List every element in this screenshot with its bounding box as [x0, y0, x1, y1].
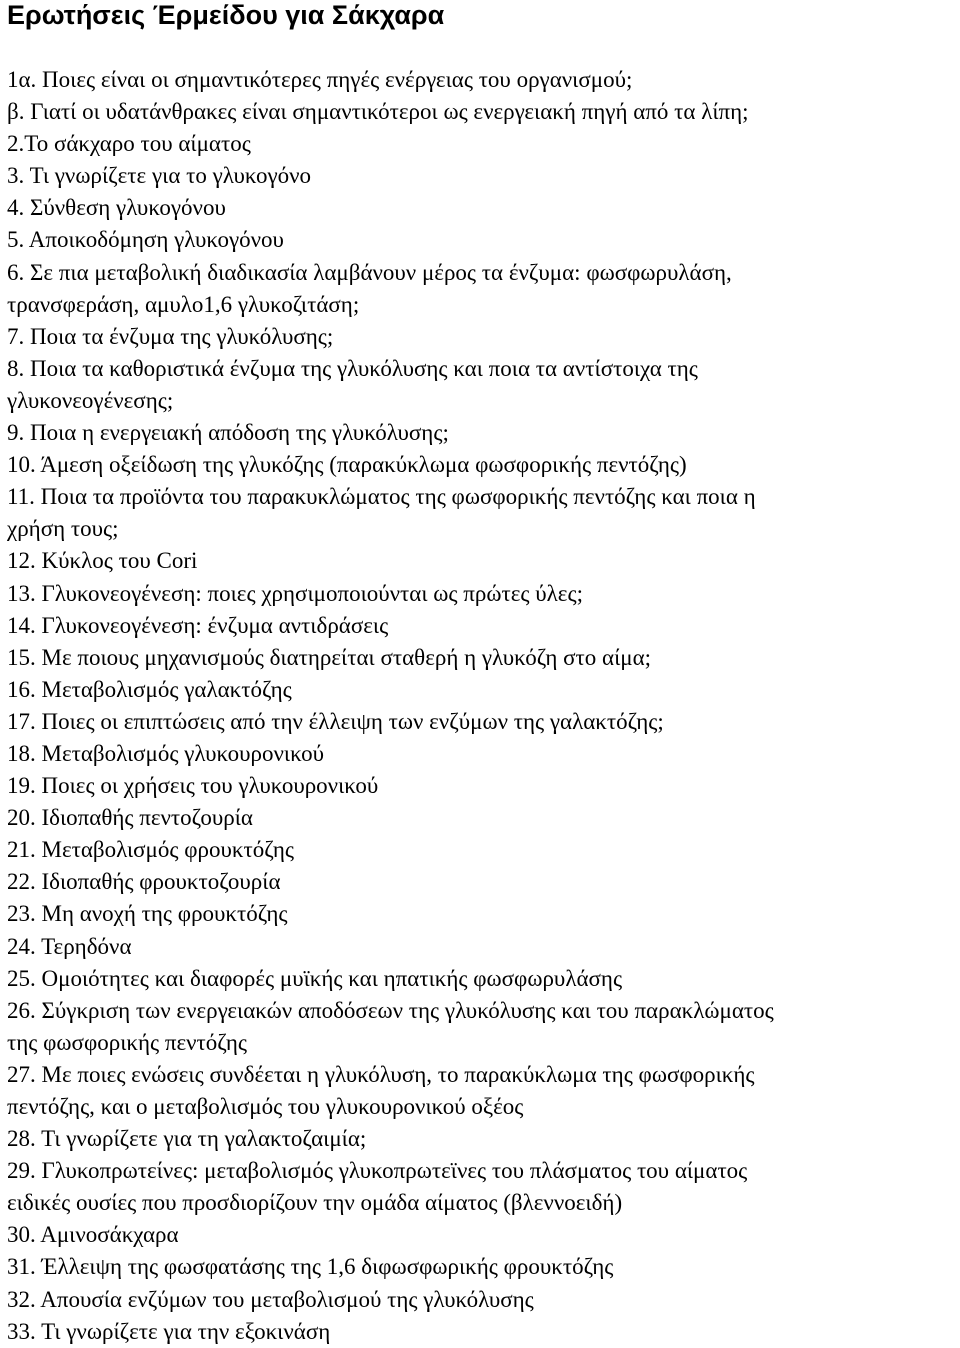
question-item	[7, 449, 955, 481]
question-text-line: της φωσφορικής πεντόζης	[7, 1029, 248, 1055]
question-text-line: 8. Ποια τα καθοριστικά ένζυμα της γλυκόλυσης και ποια τα αντίστοιχα της	[7, 355, 698, 381]
question-text-line: 15. Με ποιους μηχανισμούς διατηρείται σταθερή η γλυκόζη στο αίμα;	[7, 644, 652, 670]
question-text-line: 16. Μεταβολισμός γαλακτόζης	[7, 676, 292, 702]
question-text-line: 32. Απουσία ενζύμων του μεταβολισμού της γλυκόλυσης	[7, 1286, 534, 1312]
question-item	[7, 545, 955, 577]
question-item	[7, 738, 955, 770]
question-item	[7, 96, 955, 128]
question-item	[7, 802, 955, 834]
question-text-line: 7. Ποια τα ένζυμα της γλυκόλυσης;	[7, 323, 334, 349]
question-item	[7, 321, 955, 353]
page-title: Ερωτήσεις Έρμείδου για Σάκχαρα	[7, 0, 445, 30]
question-text-line: 21. Μεταβολισμός φρουκτόζης	[7, 837, 294, 863]
question-text-line: β. Γιατί οι υδατάνθρακες είναι σημαντικότεροι ως ενεργειακή πηγή από τα λίπη;	[7, 99, 749, 125]
question-item	[7, 898, 955, 930]
question-list	[7, 30, 955, 1348]
question-item	[7, 866, 955, 898]
question-item	[7, 192, 955, 224]
question-text-line: 29. Γλυκοπρωτείνες: μεταβολισμός γλυκοπρωτεϊνες του πλάσματος του αίματος	[7, 1158, 748, 1184]
question-text-line: 13. Γλυκονεογένεση: ποιες χρησιμοποιούνται ως πρώτες ύλες;	[7, 580, 583, 606]
question-item	[7, 1155, 955, 1219]
question-text-line: 1α. Ποιες είναι οι σημαντικότερες πηγές ενέργειας του οργανισμού;	[7, 67, 633, 92]
question-text-line: 22. Ιδιοπαθής φρουκτοζουρία	[7, 869, 281, 895]
question-item	[7, 1251, 955, 1283]
question-item	[7, 770, 955, 802]
question-item	[7, 1316, 955, 1348]
question-text-line: 17. Ποιες οι επιπτώσεις από την έλλειψη των ενζύμων της γαλακτόζης;	[7, 708, 664, 734]
question-item	[7, 353, 955, 417]
question-item	[7, 1059, 955, 1123]
question-text-line: 20. Ιδιοπαθής πεντοζουρία	[7, 805, 253, 831]
question-item	[7, 481, 955, 545]
question-text-line: ειδικές ουσίες που προσδιορίζουν την ομάδα αίματος (βλεννοειδή)	[7, 1190, 623, 1216]
question-item	[7, 610, 955, 642]
question-item	[7, 1219, 955, 1251]
question-text-line: 18. Μεταβολισμός γλυκουρονικού	[7, 740, 325, 766]
question-item	[7, 224, 955, 256]
question-text-line: 23. Μη ανοχή της φρουκτόζης	[7, 901, 288, 927]
question-text-line: 5. Αποικοδόμηση γλυκογόνου	[7, 227, 284, 253]
question-item	[7, 64, 955, 96]
question-item	[7, 706, 955, 738]
question-text-line: 26. Σύγκριση των ενεργειακών αποδόσεων της γλυκόλυσης και του παρακλώματος	[7, 997, 774, 1023]
question-text-line: 10. Άμεση οξείδωση της γλυκόζης (παρακύκλωμα φωσφορικής πεντόζης)	[7, 452, 687, 478]
question-text-line: τρανσφεράση, αμυλο1,6 γλυκοζιτάση;	[7, 291, 360, 317]
document-page	[7, 0, 955, 1348]
question-item	[7, 578, 955, 610]
question-text-line: 33. Τι γνωρίζετε για την εξοκινάση	[7, 1318, 331, 1344]
question-text-line: 27. Με ποιες ενώσεις συνδέεται η γλυκόλυση, το παρακύκλωμα της φωσφορικής	[7, 1061, 755, 1087]
question-text-line: 2.Το σάκχαρο του αίματος	[7, 131, 251, 157]
question-item	[7, 1284, 955, 1316]
question-item	[7, 834, 955, 866]
question-item	[7, 417, 955, 449]
question-item	[7, 931, 955, 963]
question-text-line: 24. Τερηδόνα	[7, 933, 132, 959]
question-text-line: 25. Ομοιότητες και διαφορές μυϊκής και ηπατικής φωσφωρυλάσης	[7, 965, 623, 991]
question-text-line: 4. Σύνθεση γλυκογόνου	[7, 195, 226, 221]
question-text-line: 28. Τι γνωρίζετε για τη γαλακτοζαιμία;	[7, 1126, 367, 1152]
question-item	[7, 1123, 955, 1155]
question-text-line: 31. Έλλειψη της φωσφατάσης της 1,6 διφωσφωρικής φρουκτόζης	[7, 1254, 614, 1280]
question-text-line: χρήση τους;	[7, 516, 119, 542]
question-text-line: 11. Ποια τα προϊόντα του παρακυκλώματος της φωσφορικής πεντόζης και ποια η	[7, 484, 756, 510]
question-text-line: 9. Ποια η ενεργειακή απόδοση της γλυκόλυσης;	[7, 420, 449, 446]
question-item	[7, 995, 955, 1059]
question-item	[7, 160, 955, 192]
question-item	[7, 642, 955, 674]
question-text-line: πεντόζης, και ο μεταβολισμός του γλυκουρονικού οξέος	[7, 1094, 524, 1119]
question-item	[7, 674, 955, 706]
question-text-line: 3. Τι γνωρίζετε για το γλυκογόνο	[7, 163, 312, 189]
question-text-line: 6. Σε πια μεταβολική διαδικασία λαμβάνουν μέρος τα ένζυμα: φωσφωρυλάση,	[7, 259, 732, 285]
question-text-line: 30. Αμινοσάκχαρα	[7, 1222, 179, 1248]
question-text-line: 19. Ποιες οι χρήσεις του γλυκουρονικού	[7, 773, 379, 799]
question-item	[7, 963, 955, 995]
question-text-line: γλυκονεογένεσης;	[7, 387, 174, 413]
question-text-line: 14. Γλυκονεογένεση: ένζυμα αντιδράσεις	[7, 612, 389, 638]
question-item	[7, 257, 955, 321]
question-text-line: 12. Κύκλος του Cori	[7, 548, 198, 574]
question-item	[7, 128, 955, 160]
